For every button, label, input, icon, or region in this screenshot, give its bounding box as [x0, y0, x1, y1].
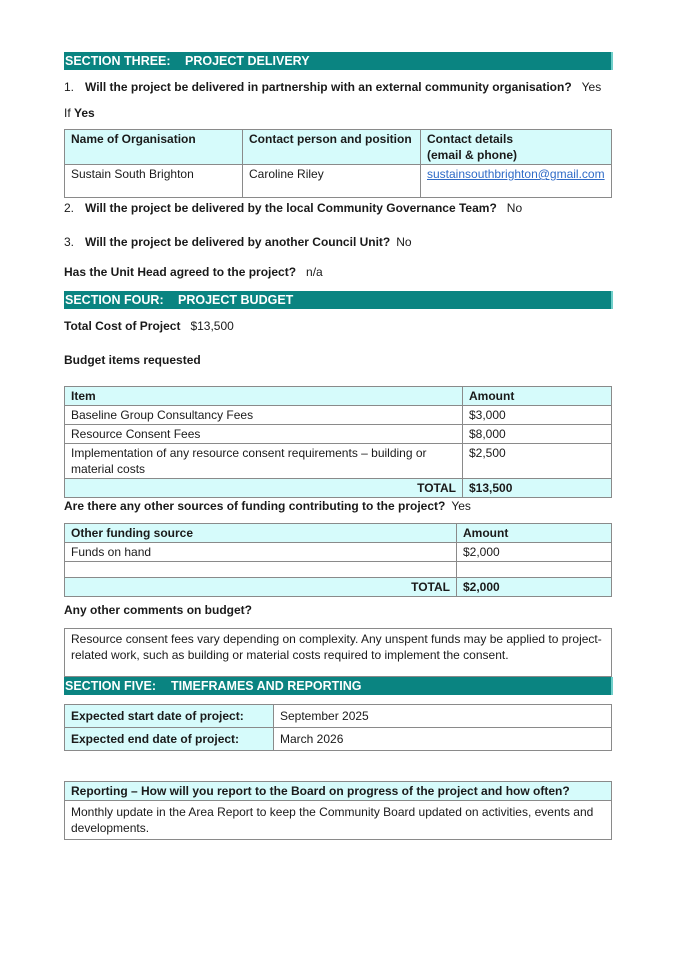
question-2-text: Will the project be delivered by the local Community Governance Team?: [85, 201, 497, 215]
funding-table-header: [65, 524, 612, 543]
funding-total-row: TOTAL $2,000: [65, 578, 612, 597]
if-yes-label: If Yes: [64, 106, 95, 120]
section-three-header: [64, 52, 613, 70]
question-2: 2. Will the project be delivered by the local Community Governance Team? No: [64, 201, 523, 215]
end-date-label: Expected end date of project:: [65, 728, 274, 751]
table-row: Baseline Group Consultancy Fees $3,000: [65, 406, 612, 425]
question-2-answer: No: [506, 201, 523, 215]
total-cost-value: $13,500: [190, 319, 234, 333]
table-row: Implementation of any resource consent requirements – building or material costs $2,500: [65, 444, 612, 479]
other-funding-question: Are there any other sources of funding contributing to the project? Yes: [64, 499, 471, 513]
start-date-label: Expected start date of project:: [65, 705, 274, 728]
header-amount: Amount: [463, 387, 612, 406]
table-row: [65, 728, 612, 751]
budget-total-value: $13,500: [463, 479, 612, 498]
total-cost: Total Cost of Project $13,500: [64, 319, 234, 333]
header-item: Item: [65, 387, 463, 406]
funding-total-value: $2,000: [457, 578, 612, 597]
section-three-label: SECTION THREE:: [65, 54, 171, 68]
unit-head-answer: n/a: [306, 265, 323, 279]
partner-table-header: [65, 130, 612, 165]
header-organisation: Name of Organisation: [65, 130, 243, 165]
reporting-heading: Reporting – How will you report to the Board on progress of the project and how often?: [65, 782, 612, 801]
organisation-name: Sustain South Brighton: [65, 165, 243, 198]
table-row: [65, 801, 612, 840]
budget-total-row: TOTAL $13,500: [65, 479, 612, 498]
table-row: Resource Consent Fees $8,000: [65, 425, 612, 444]
reporting-table: [64, 781, 612, 840]
header-funding-source: Other funding source: [65, 524, 457, 543]
section-five-title: TIMEFRAMES AND REPORTING: [171, 679, 362, 693]
question-1-text: Will the project be delivered in partnership with an external community organisation?: [85, 80, 572, 94]
question-1-answer: Yes: [581, 80, 602, 94]
section-four-header: [64, 291, 613, 309]
table-row: [65, 562, 612, 578]
table-row: [65, 705, 612, 728]
question-3: 3. Will the project be delivered by another Council Unit? No: [64, 235, 412, 249]
budget-table-header: [65, 387, 612, 406]
header-contact-person: Contact person and position: [243, 130, 421, 165]
funding-table: [64, 523, 612, 597]
dates-table: [64, 704, 612, 751]
table-row: [65, 165, 612, 198]
other-funding-answer: Yes: [451, 499, 471, 513]
section-four-label: SECTION FOUR:: [65, 293, 164, 307]
section-five-header: [64, 677, 613, 695]
header-amount: Amount: [457, 524, 612, 543]
budget-table: [64, 386, 612, 498]
start-date-value: September 2025: [274, 705, 612, 728]
email-link[interactable]: sustainsouthbrighton@gmail.com: [427, 167, 605, 181]
comments-heading: Any other comments on budget?: [64, 603, 253, 617]
table-row: Funds on hand $2,000: [65, 543, 612, 562]
section-three-title: PROJECT DELIVERY: [185, 54, 310, 68]
partner-table: [64, 129, 612, 198]
budget-comments: Resource consent fees vary depending on complexity. Any unspent funds may be applied to project-related work, such as building or material costs required to implement the consent.: [64, 628, 612, 677]
header-contact-details: Contact details (email & phone): [421, 130, 612, 165]
question-1: 1. Will the project be delivered in partnership with an external community organisation? Yes: [64, 80, 602, 94]
section-four-title: PROJECT BUDGET: [178, 293, 294, 307]
question-3-answer: No: [396, 235, 412, 249]
question-3-text: Will the project be delivered by another Council Unit?: [85, 235, 391, 249]
section-five-label: SECTION FIVE:: [65, 679, 156, 693]
budget-items-heading: Budget items requested: [64, 353, 201, 367]
end-date-value: March 2026: [274, 728, 612, 751]
unit-head-question: Has the Unit Head agreed to the project? n/a: [64, 265, 323, 279]
contact-person: Caroline Riley: [243, 165, 421, 198]
reporting-text: Monthly update in the Area Report to keep the Community Board updated on activities, events and developments.: [65, 801, 612, 840]
contact-details: [421, 165, 612, 198]
reporting-header-row: [65, 782, 612, 801]
